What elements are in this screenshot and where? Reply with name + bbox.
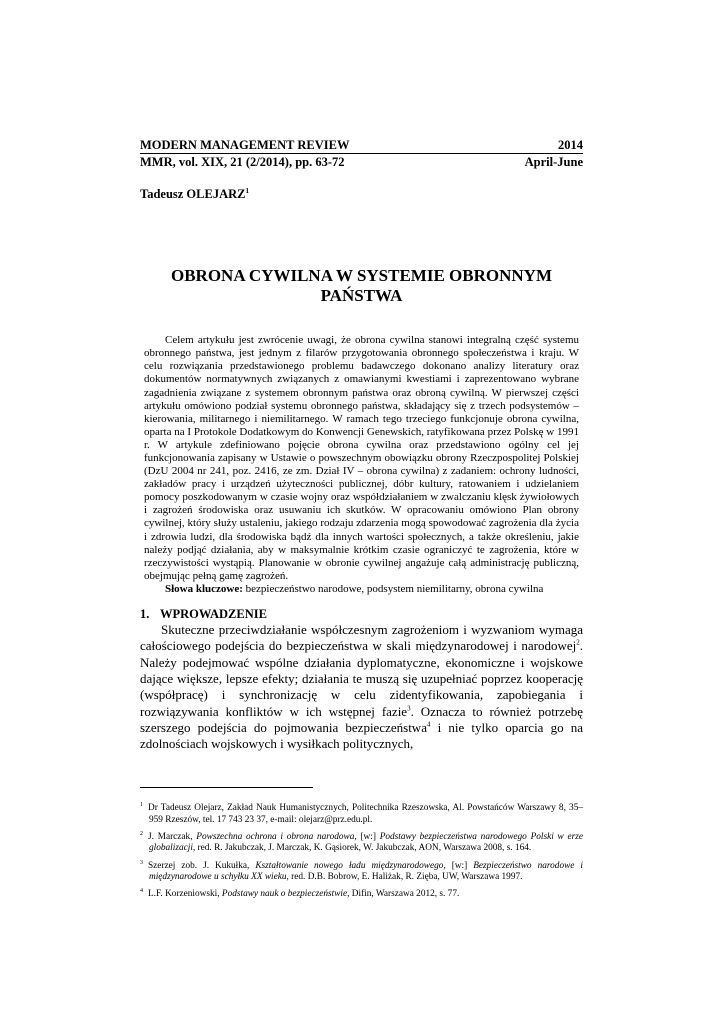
author-name: Tadeusz OLEJARZ — [140, 187, 246, 202]
footnote-text: , [w:] — [354, 832, 380, 843]
footnote-text: L.F. Korzeniowski, — [148, 889, 222, 900]
body-text-part-1: Skuteczne przeciwdziałanie współczesnym zagrożeniom i wyzwaniom wymaga całościowego podejścia do bezpieczeństwa w skali międzynarodowej i narodowej — [140, 622, 583, 654]
author-line — [140, 187, 583, 202]
footnote-number: 1 — [140, 802, 143, 809]
body-text-part-4: i nie tylko oparcia go na zdolnościach wojskowych i wysiłkach politycznych, — [140, 719, 583, 752]
abstract-text: Celem artykułu jest zwrócenie uwagi, że obrona cywilna stanowi integralną część systemu obronnego państwa, jest jednym z filarów przygotowania obronnego społeczeństwa i kraju. W celu rozwiązania przedstawionego problemu badawczego dokonano analizy literatury oraz dokumentów normatywnych związanych z omawianymi kwestiami i zaprezentowano wybrane zagadnienia związane z systemem obronnym państwa oraz obroną cywilną. W pierwszej części artykułu omówiono podział systemu obronnego państwa, składający się z trzech podsystemów – kierowania, militarnego i niemilitarnego. W ramach tego trzeciego funkcjonuje obrona cywilna, oparta na I Protokole Dodatkowym do Konwencji Genewskich, ratyfikowana przez Polskę w 1991 r. W artykule zdefiniowano pojęcie obrona cywilna oraz przedstawiono ogólny cel jej funkcjonowania zapisany w Ustawie o powszechnym obowiązku obrony Rzeczpospolitej Polskiej (DzU 2004 nr 241, poz. 2416, ze zm. Dział IV – obrona cywilna) z zadaniem: ochrony ludności, zakładów pracy i urządzeń użyteczności publicznej, dóbr kultury, ratowaniem i udzielaniem pomocy poszkodowanym w czasie wojny oraz współdziałaniem w zwalczaniu klęsk żywiołowych i zagrożeń środowiska oraz usuwaniu ich skutków. W opracowaniu omówiono Plan obrony cywilnej, który służy ustaleniu, jakiego rodzaju zdarzenia mogą spowodować zagrożenia dla życia i zdrowia ludzi, dla środowiska bądź dla innych wartości społecznych, a także określeniu, jakie należy podjąć działania, aby w maksymalnie krótkim czasie ograniczyć te zagrożenia, które w rzeczywistości wystąpią. Planowanie w obronie cywilnej angażuje całą administrację publiczną, obejmując pełną gamę zagrożeń. — [144, 334, 579, 582]
footnote-number: 3 — [140, 859, 143, 866]
footnote-text: J. Marczak, — [148, 832, 197, 843]
footnote-2 — [140, 829, 583, 855]
footnote-text: , [w:] — [443, 860, 474, 871]
keywords-label: Słowa kluczowe: — [165, 582, 243, 595]
abstract — [144, 334, 579, 583]
article-title — [140, 266, 583, 306]
footnote-italic-title: Podstawy nauk o bezpieczeństwie, — [221, 889, 350, 900]
footnote-divider — [140, 787, 313, 788]
footnote-text: Difin, Warszawa 2012, s. 77. — [349, 889, 460, 900]
journal-name: MODERN MANAGEMENT REVIEW — [140, 138, 350, 152]
footnote-4 — [140, 886, 583, 900]
footnote-text: , red. D.B. Bobrow, E. Haliżak, R. Zięba, UW, Warszawa 1997. — [286, 872, 523, 883]
author-footnote-ref: 1 — [245, 187, 249, 195]
journal-year: 2014 — [558, 138, 583, 152]
footnote-italic-title: Kształtowanie nowego ładu międzynarodowego — [255, 860, 444, 871]
footnote-text: Szerzej zob. J. Kukułka, — [148, 860, 256, 871]
footnote-italic-title: Powszechna ochrona i obrona narodowa — [196, 832, 355, 843]
footnotes — [140, 800, 583, 900]
footnote-text: Dr Tadeusz Olejarz, Zakład Nauk Humanistycznych, Politechnika Rzeszowska, Al. Powstańców Warszawy 8, 35–959 Rzeszów, tel. 17 743 23 37, e-mail: olejarz@prz.edu.pl. — [148, 803, 583, 825]
footnote-1 — [140, 800, 583, 826]
journal-subheader — [140, 155, 583, 169]
footnote-ref-3[interactable]: 3 — [407, 704, 411, 713]
footnote-ref-4[interactable]: 4 — [426, 720, 431, 729]
article-page — [140, 138, 583, 904]
section-title: WPROWADZENIE — [160, 607, 267, 622]
footnote-italic-title: Bezpieczeństwo narodowe i międzynarodowe u schyłku XX wieku — [149, 860, 583, 883]
footnote-number: 4 — [140, 888, 143, 895]
body-paragraph — [140, 622, 583, 752]
footnote-number: 2 — [140, 831, 143, 838]
body-text-part-2: . Należy podejmować wspólne działania dyplomatyczne, ekonomiczne i wojskowe dające większe, lepsze efekty; działania te muszą się uzupełniać poprzez kooperację (współpracę) i synchronizację w celu zidentyfikowania, zapobiegania i rozwiązywania konfliktów w ich wstępnej fazie — [140, 638, 583, 719]
journal-period: April-June — [524, 155, 583, 169]
footnote-3 — [140, 858, 583, 884]
keywords — [144, 583, 579, 596]
footnote-ref-2[interactable]: 2 — [576, 639, 580, 647]
section-heading — [140, 606, 583, 622]
footnote-text: , red. R. Jakubczak, J. Marczak, K. Gąsiorek, W. Jakubczak, AON, Warszawa 2008, s. 164. — [192, 843, 532, 854]
journal-header — [140, 138, 583, 154]
article-title-line-1: OBRONA CYWILNA W SYSTEMIE OBRONNYM — [171, 266, 552, 286]
section-number: 1. — [140, 607, 150, 622]
journal-volume: MMR, vol. XIX, 21 (2/2014), pp. 63-72 — [140, 155, 345, 169]
keywords-text: bezpieczeństwo narodowe, podsystem niemilitarny, obrona cywilna — [242, 582, 544, 595]
footnote-italic-title: Podstawy bezpieczeństwa narodowego Polski w erze globalizacji — [149, 832, 583, 854]
article-title-line-2: PAŃSTWA — [320, 286, 403, 306]
body-text-part-3: . Oznacza to również potrzebę szerszego podejścia do pojmowania bezpieczeństwa — [140, 703, 583, 735]
